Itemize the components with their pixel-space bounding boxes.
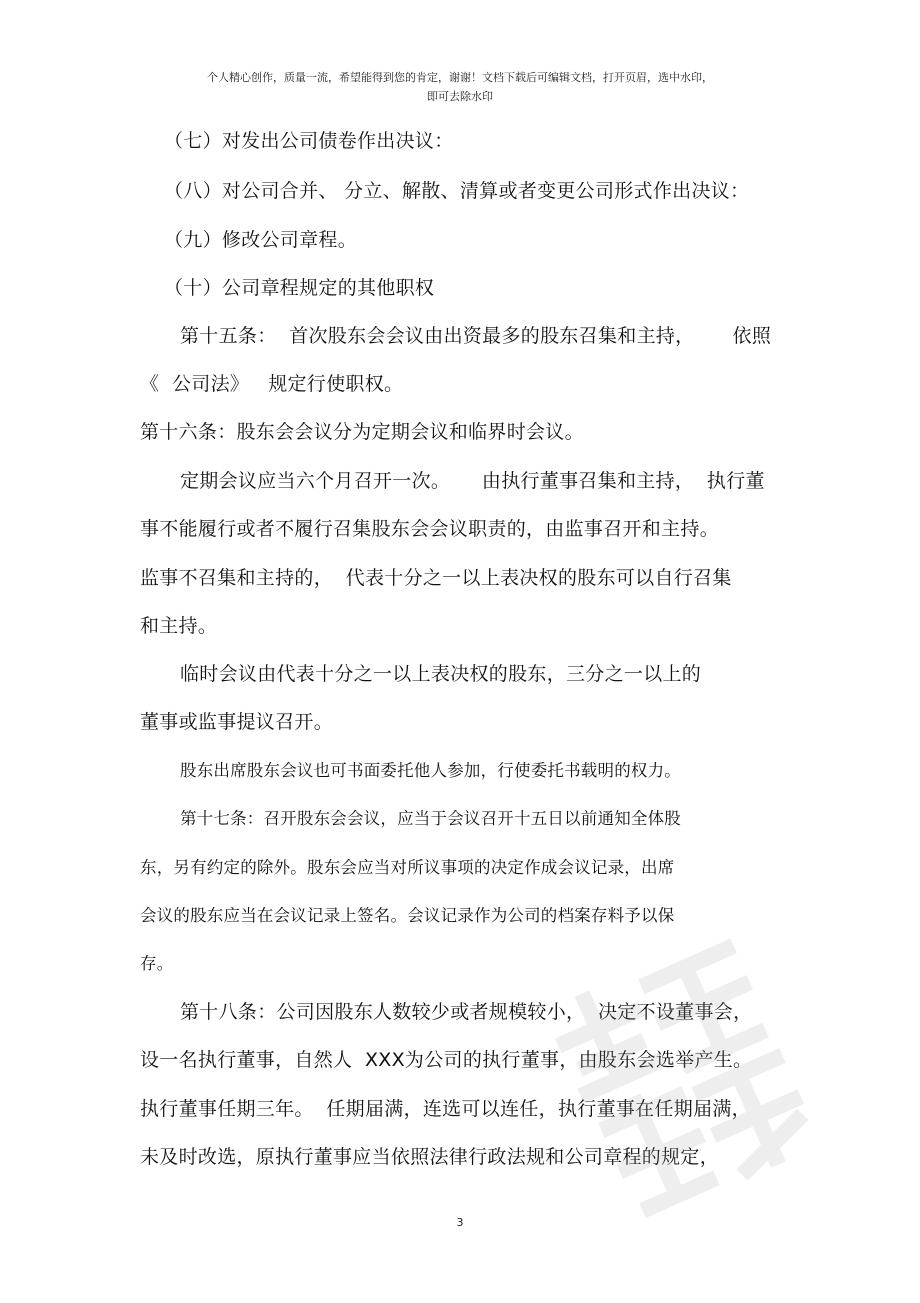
clause-nine: （九）修改公司章程。 — [164, 229, 358, 251]
interim-meeting-line-2: 董事或监事提议召开。 — [140, 711, 334, 733]
article-17-line-3: 会议的股东应当在会议记录上签名。会议记录作为公司的档案存料予以保 — [140, 906, 675, 925]
header-watermark-note-continued: 即可去除水印 — [427, 90, 493, 103]
article-15-line-2: 《 公司法》 规定行使职权。 — [140, 373, 404, 395]
interim-meeting-line-1: 临时会议由代表十分之一以上表决权的股东，三分之一以上的 — [180, 663, 702, 685]
article-17-line-2: 东，另有约定的除外。股东会应当对所议事项的决定作成会议记录，出席 — [140, 858, 675, 877]
article-18-line-1: 第十八条：公司因股东人数较少或者规模较小， 决定不设董事会， — [180, 1001, 753, 1023]
regular-meeting-line-3: 监事不召集和主持的， 代表十分之一以上表决权的股东可以自行召集 — [140, 567, 732, 589]
clause-seven: （七）对发出公司债卷作出决议： — [164, 130, 454, 152]
article-15-line-1: 第十五条： 首次股东会会议由出资最多的股东召集和主持， 依照 — [180, 325, 772, 347]
watermark-stamp — [531, 923, 834, 1234]
article-18-line-4: 未及时改选，原执行董事应当依照法律行政法规和公司章程的规定， — [140, 1146, 720, 1168]
clause-eight: （八）对公司合并、 分立、解散、清算或者变更公司形式作出决议： — [164, 180, 750, 202]
header-watermark-note: 个人精心创作，质量一流，希望能得到您的肯定，谢谢！文档下载后可编辑文档，打开页眉，选中水印， — [207, 71, 713, 84]
regular-meeting-line-1: 定期会议应当六个月召开一次。 由执行董事召集和主持， 执行董 — [180, 470, 765, 492]
article-18-line-2: 设一名执行董事，自然人 XXX为公司的执行董事，由股东会选举产生。 — [140, 1049, 753, 1071]
article-17-line-1: 第十七条：召开股东会会议，应当于会议召开十五日以前通知全体股 — [180, 809, 681, 828]
article-16-heading: 第十六条：股东会会议分为定期会议和临界时会议。 — [140, 421, 584, 443]
regular-meeting-line-4: 和主持。 — [140, 615, 218, 637]
page-number: 3 — [456, 1216, 464, 1229]
proxy-attendance-line: 股东出席股东会议也可书面委托他人参加，行使委托书载明的权力。 — [180, 761, 681, 780]
article-17-line-4: 存。 — [140, 954, 174, 973]
regular-meeting-line-2: 事不能履行或者不履行召集股东会会议职责的，由监事召开和主持。 — [140, 518, 720, 540]
clause-ten: （十）公司章程规定的其他职权 — [164, 277, 435, 299]
article-18-line-3: 执行董事任期三年。 任期届满，连选可以连任，执行董事在任期届满， — [140, 1098, 751, 1120]
